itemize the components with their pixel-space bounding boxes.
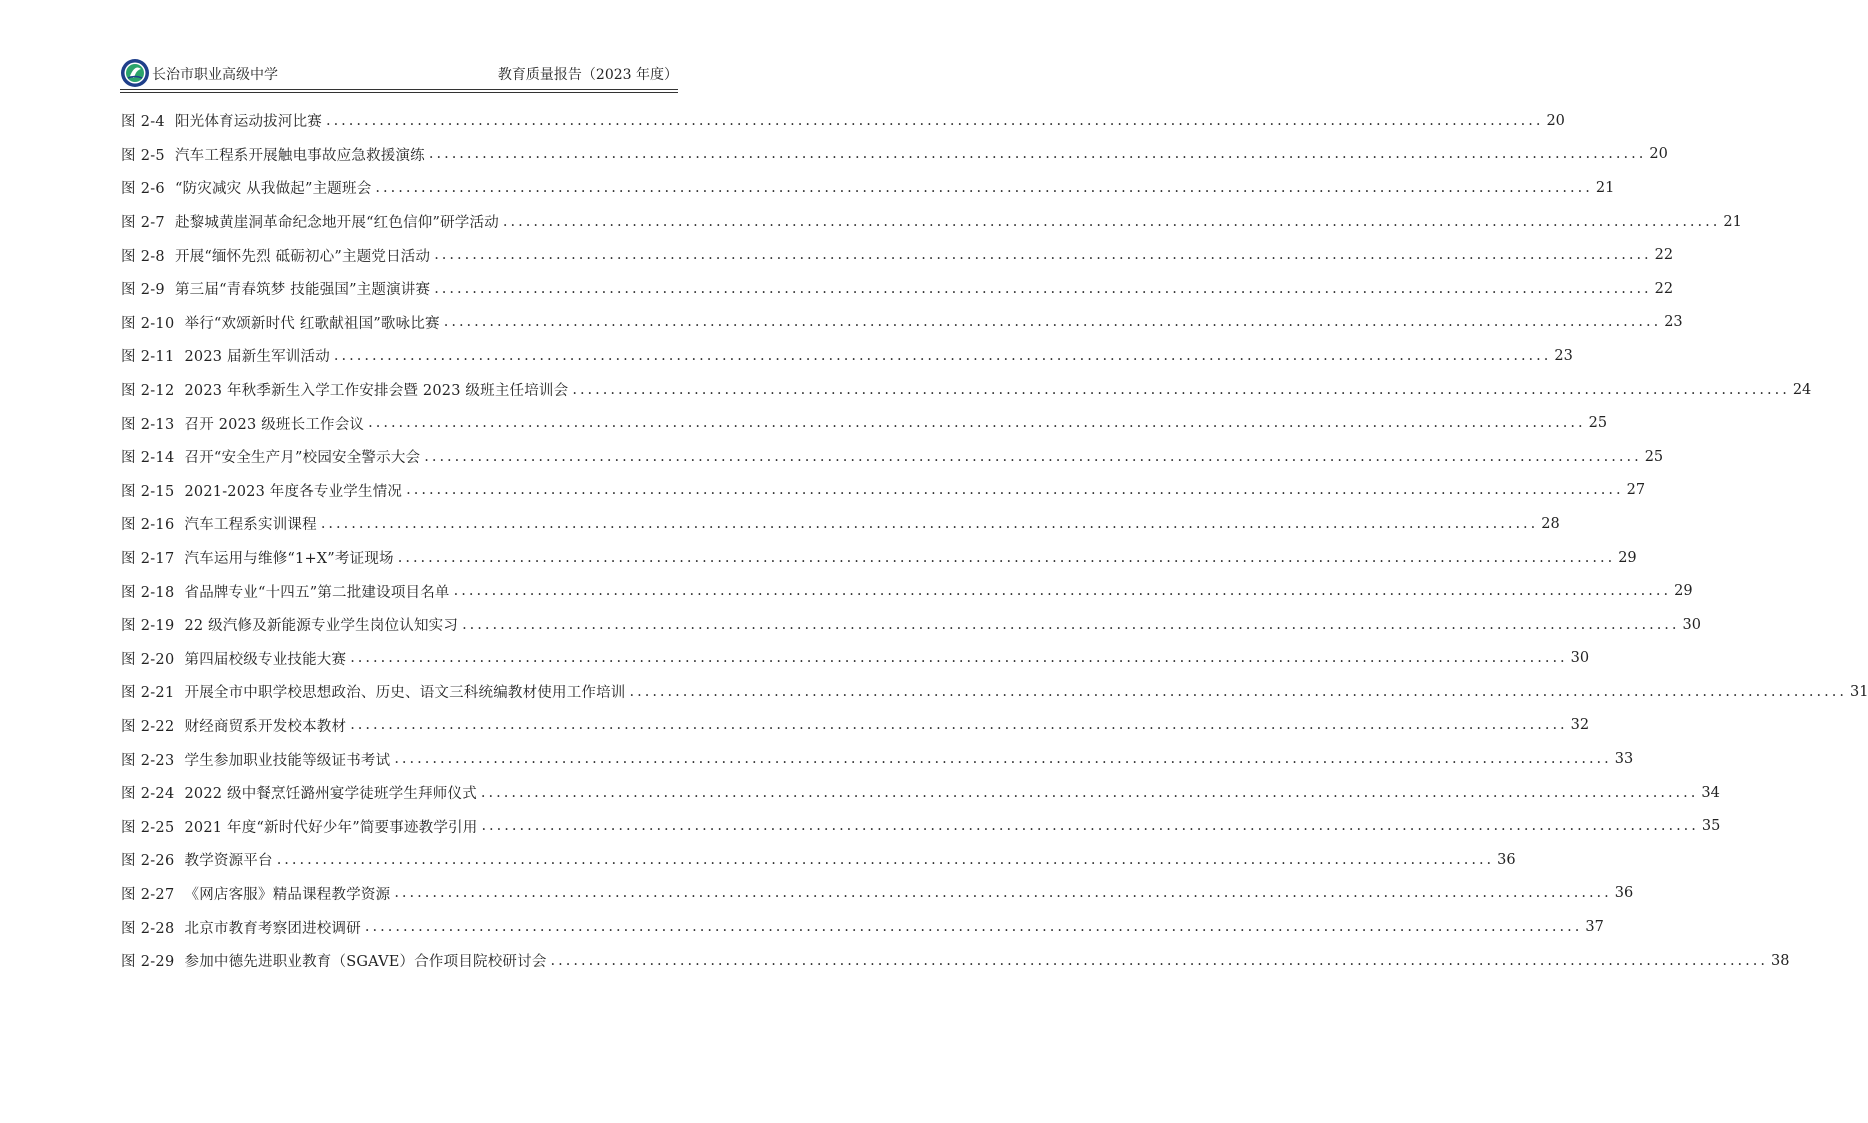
toc-entry[interactable] (121, 944, 1790, 978)
dot-leader: ................................................................................................................................................................ (350, 717, 1568, 734)
page-header (120, 58, 678, 88)
dot-leader: ................................................................................................................................................................ (325, 112, 1544, 129)
page-number: 29 (1674, 583, 1693, 600)
toc-entry[interactable] (121, 138, 1668, 172)
page-number: 29 (1618, 549, 1637, 566)
figure-title: 财经商贸系开发校本教材 (184, 718, 347, 735)
report-title: 教育质量报告（2023 年度） (497, 67, 678, 83)
dot-leader: ................................................................................................................................................................ (320, 515, 1539, 532)
toc-entry[interactable] (121, 474, 1646, 508)
figure-number: 图 2-13 (121, 416, 175, 433)
page-number: 35 (1701, 818, 1721, 835)
page-number: 33 (1614, 751, 1634, 768)
dot-leader: ................................................................................................................................................................ (375, 179, 1593, 196)
figure-number: 图 2-25 (121, 819, 175, 836)
dot-leader: ................................................................................................................................................................ (368, 415, 1586, 432)
figure-number: 图 2-10 (121, 315, 175, 332)
figure-title: 赴黎城黄崖洞革命纪念地开展“红色信仰”研学活动 (174, 215, 499, 232)
page-number: 30 (1682, 616, 1701, 633)
page-number: 37 (1585, 919, 1604, 936)
dot-leader: ................................................................................................................................................................ (333, 347, 1552, 364)
figure-title: 2021-2023 年度各专业学生情况 (184, 483, 403, 500)
dot-leader: ................................................................................................................................................................ (550, 952, 1768, 969)
toc-entry[interactable] (121, 272, 1674, 306)
figure-title: 汽车运用与维修“1+X”考证现场 (184, 551, 394, 568)
figure-title: “防灾减灾 从我做起”主题班会 (174, 181, 372, 198)
figure-number: 图 2-7 (121, 215, 165, 232)
dot-leader: ................................................................................................................................................................ (364, 919, 1583, 936)
page-number: 36 (1614, 885, 1634, 902)
figure-title: 举行“欢颂新时代 红歌献祖国”歌咏比赛 (184, 315, 440, 332)
dot-leader: ................................................................................................................................................................ (406, 482, 1624, 499)
page-number: 23 (1554, 347, 1573, 364)
page-number: 21 (1595, 179, 1615, 196)
dot-leader: ................................................................................................................................................................ (481, 818, 1699, 835)
toc-entry[interactable] (121, 843, 1516, 877)
dot-leader: ................................................................................................................................................................ (424, 448, 1642, 465)
figure-number: 图 2-24 (121, 786, 175, 803)
figure-title: 2022 级中餐烹饪潞州宴学徒班学生拜师仪式 (184, 786, 477, 803)
dot-leader: ................................................................................................................................................................ (394, 751, 1612, 768)
figure-number: 图 2-15 (121, 483, 175, 500)
figure-title: 第三届“青春筑梦 技能强国”主题演讲赛 (174, 282, 431, 299)
page-number: 20 (1546, 112, 1565, 129)
dot-leader: ................................................................................................................................................................ (428, 146, 1647, 163)
figure-number: 图 2-22 (121, 718, 175, 735)
figure-number: 图 2-19 (121, 618, 175, 635)
dot-leader: ................................................................................................................................................................ (394, 885, 1612, 902)
header-rule-thin (120, 92, 678, 93)
dot-leader: ................................................................................................................................................................ (480, 784, 1699, 801)
toc-entry[interactable] (121, 205, 1742, 239)
page-number: 22 (1654, 280, 1674, 297)
figure-number: 图 2-21 (121, 685, 175, 702)
figure-title: 22 级汽修及新能源专业学生岗位认知实习 (184, 618, 459, 635)
dot-leader: ................................................................................................................................................................ (434, 280, 1652, 297)
figure-number: 图 2-17 (121, 551, 175, 568)
figure-title: 教学资源平台 (184, 853, 273, 870)
toc-entry[interactable] (121, 238, 1674, 272)
toc-entry[interactable] (121, 574, 1693, 608)
figure-number: 图 2-28 (121, 920, 175, 937)
figure-title: 2023 年秋季新生入学工作安排会暨 2023 级班主任培训会 (184, 383, 569, 400)
dot-leader: ................................................................................................................................................................ (502, 213, 1721, 230)
figure-number: 图 2-14 (121, 450, 175, 467)
toc-entry[interactable] (121, 306, 1683, 340)
figure-number: 图 2-12 (121, 383, 175, 400)
dot-leader: ................................................................................................................................................................ (462, 616, 1680, 633)
figure-title: 第四届校级专业技能大赛 (184, 651, 347, 668)
page-number: 20 (1649, 146, 1668, 163)
page-number: 28 (1541, 515, 1560, 532)
toc-entry[interactable] (121, 171, 1615, 205)
figure-title: 召开“安全生产月”校园安全警示大会 (184, 450, 421, 467)
figure-title: 召开 2023 级班长工作会议 (184, 416, 365, 433)
toc-entry[interactable] (121, 339, 1573, 373)
toc-entry[interactable] (121, 910, 1604, 944)
dot-leader: ................................................................................................................................................................ (629, 683, 1847, 700)
page-number: 25 (1588, 415, 1608, 432)
figure-title: 汽车工程系开展触电事故应急救援演练 (174, 147, 425, 164)
figure-number: 图 2-29 (121, 954, 175, 971)
header-rule-thick (120, 89, 678, 90)
figure-title: 2023 届新生军训活动 (184, 349, 330, 366)
toc-entry[interactable] (121, 541, 1637, 575)
figure-title: 阳光体育运动拔河比赛 (174, 114, 322, 131)
page-number: 25 (1644, 448, 1664, 465)
figure-number: 图 2-4 (121, 114, 165, 131)
figure-title: 汽车工程系实训课程 (184, 517, 317, 534)
page-number: 23 (1664, 314, 1683, 331)
toc-entry[interactable] (121, 406, 1608, 440)
figure-title: 参加中德先进职业教育（SGAVE）合作项目院校研讨会 (184, 954, 547, 971)
figure-number: 图 2-9 (121, 282, 165, 299)
figure-title: 学生参加职业技能等级证书考试 (184, 752, 391, 769)
toc-entry[interactable] (121, 104, 1565, 138)
toc-entry[interactable] (121, 642, 1590, 676)
toc-entry[interactable] (121, 776, 1720, 810)
dot-leader: ................................................................................................................................................................ (443, 314, 1662, 331)
figure-number: 图 2-11 (121, 349, 175, 366)
page-number: 27 (1626, 482, 1646, 499)
figure-number: 图 2-23 (121, 752, 175, 769)
page-number: 34 (1701, 784, 1720, 801)
figure-title: 开展“缅怀先烈 砥砺初心”主题党日活动 (174, 248, 431, 265)
dot-leader: ................................................................................................................................................................ (572, 381, 1790, 398)
figure-list (121, 104, 1868, 977)
toc-entry[interactable] (121, 373, 1812, 407)
figure-title: 开展全市中职学校思想政治、历史、语文三科统编教材使用工作培训 (184, 685, 626, 702)
dot-leader: ................................................................................................................................................................ (276, 851, 1495, 868)
toc-entry[interactable] (121, 809, 1721, 843)
figure-number: 图 2-27 (121, 886, 175, 903)
figure-title: 北京市教育考察团进校调研 (184, 920, 361, 937)
toc-entry[interactable] (121, 507, 1560, 541)
figure-number: 图 2-5 (121, 147, 165, 164)
figure-title: 省品牌专业“十四五”第二批建设项目名单 (184, 584, 450, 601)
toc-entry[interactable] (121, 608, 1701, 642)
page-number: 38 (1771, 952, 1790, 969)
page-number: 36 (1497, 851, 1516, 868)
page-number: 22 (1654, 247, 1674, 264)
figure-title: 《网店客服》精品课程教学资源 (184, 886, 391, 903)
figure-number: 图 2-18 (121, 584, 175, 601)
school-logo-icon (120, 58, 150, 88)
figure-number: 图 2-16 (121, 517, 175, 534)
figure-number: 图 2-20 (121, 651, 175, 668)
toc-entry[interactable] (121, 742, 1634, 776)
toc-entry[interactable] (121, 675, 1868, 709)
page-number: 21 (1723, 213, 1742, 230)
toc-entry[interactable] (121, 877, 1634, 911)
dot-leader: ................................................................................................................................................................ (434, 247, 1652, 264)
figure-title: 2021 年度“新时代好少年”简要事迹教学引用 (184, 819, 478, 836)
page-number: 31 (1849, 683, 1868, 700)
page-number: 30 (1570, 650, 1590, 667)
figure-number: 图 2-8 (121, 248, 165, 265)
toc-entry[interactable] (121, 709, 1590, 743)
dot-leader: ................................................................................................................................................................ (453, 583, 1672, 600)
page-number: 32 (1570, 717, 1590, 734)
figure-number: 图 2-6 (121, 181, 165, 198)
page-number: 24 (1792, 381, 1812, 398)
figure-number: 图 2-26 (121, 853, 175, 870)
dot-leader: ................................................................................................................................................................ (397, 549, 1616, 566)
toc-entry[interactable] (121, 440, 1664, 474)
dot-leader: ................................................................................................................................................................ (350, 650, 1568, 667)
school-name: 长治市职业高级中学 (152, 67, 278, 83)
